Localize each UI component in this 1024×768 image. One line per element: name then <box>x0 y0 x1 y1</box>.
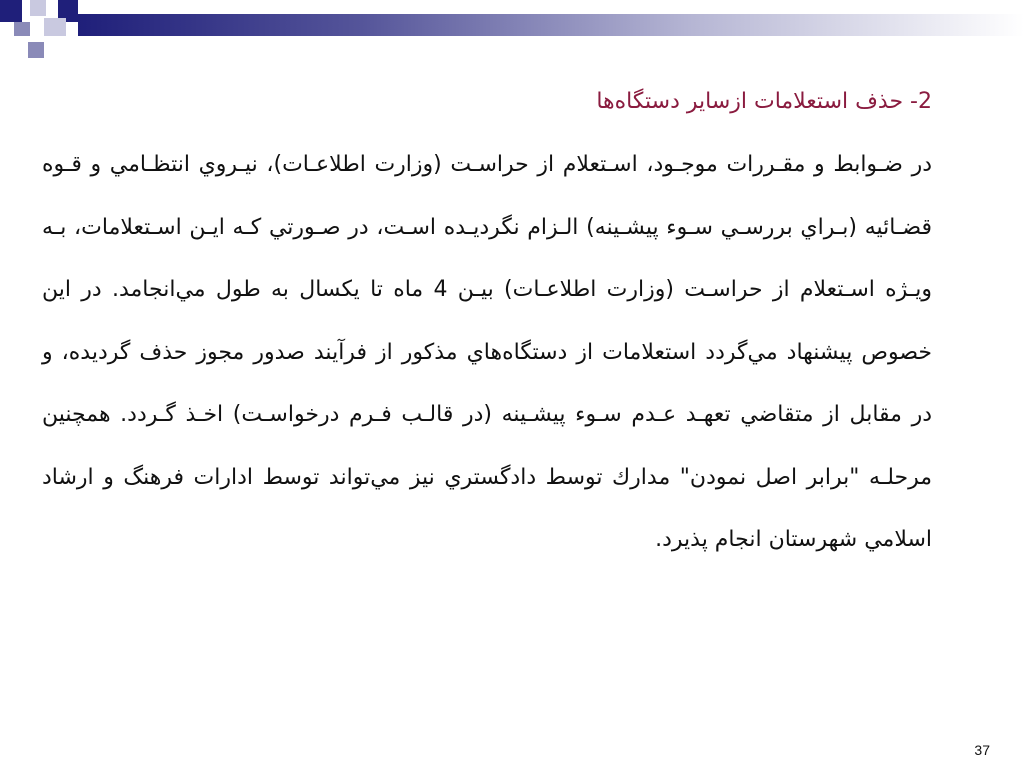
square-decoration <box>44 18 66 36</box>
square-decoration <box>0 0 22 22</box>
body-paragraph: در ضـوابط و مقـررات موجـود، اسـتعلام از حراسـت (وزارت اطلاعـات)، نيـروي انتظـامي و قـوه قضـائيه (بـراي بررسـي سـوء پيشـينه) الـزام نگرديـده اسـت، در صـورتي كـه ايـن اسـتعلامات، بـه ويـژه اسـتعلام از حراسـت (وزارت اطلاعـات) بيـن 4 ماه تا يكسال به طول مي‌انجامد. در اين خصوص پيشنهاد مي‌گردد استعلامات از دستگاه‌هاي مذكور از فرآيند صدور مجوز حذف گرديده، و در مقابل از متقاضي تعهـد عـدم سـوء پيشـينه (در قالـب فـرم درخواسـت) اخـذ گـردد. همچنين مرحلـه "برابر اصل نمودن" مدارك توسط دادگستري نيز مي‌تواند توسط ادارات فرهنگ و ارشاد اسلامي شهرستان انجام پذيرد. <box>42 152 933 552</box>
slide-content <box>42 80 932 572</box>
corner-squares-decoration <box>0 0 80 64</box>
page-number: 37 <box>974 742 990 758</box>
slide-title: 2- حذف استعلامات ازسایر دستگاه‌ها <box>596 89 932 114</box>
gradient-bar-decoration <box>78 14 1024 36</box>
square-decoration <box>14 22 30 36</box>
header-decoration <box>0 0 1024 64</box>
square-decoration <box>30 0 46 16</box>
square-decoration <box>28 42 44 58</box>
